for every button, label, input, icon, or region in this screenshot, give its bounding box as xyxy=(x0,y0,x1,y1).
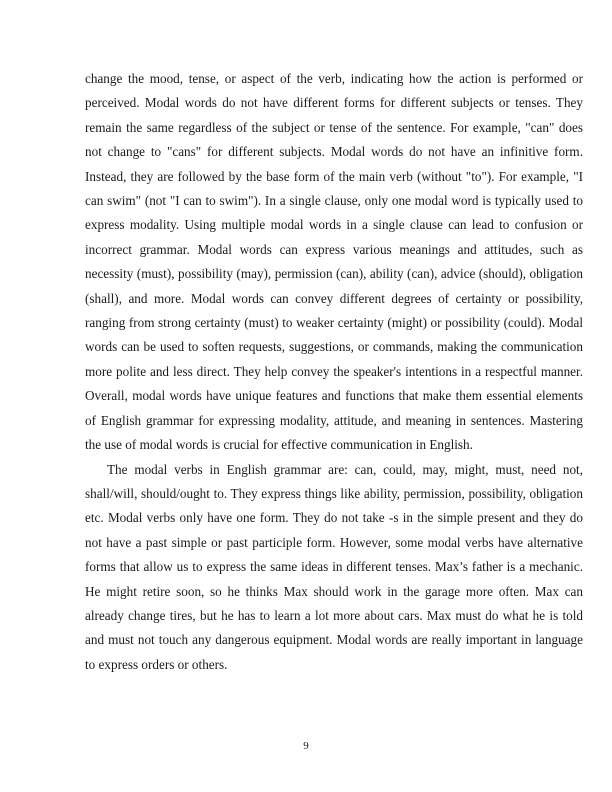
page-number: 9 xyxy=(303,740,309,752)
paragraph-modal-words-features: change the mood, tense, or aspect of the verb, indicating how the action is performed or perceived. Modal words do not have different forms for different subjects or tenses. They remain the same regardless of the subject or tense of the sentence. For example, "can" does not change to "cans" for different subjects. Modal words do not have an infinitive form. Instead, they are followed by the base form of the main verb (without "to"). For example, "I can swim" (not "I can to swim"). In a single clause, only one modal word is typically used to express modality. Using multiple modal words in a single clause can lead to confusion or incorrect grammar. Modal words can express various meanings and attitudes, such as necessity (must), possibility (may), permission (can), ability (can), advice (should), obligation (shall), and more. Modal words can convey different degrees of certainty or possibility, ranging from strong certainty (must) to weaker certainty (might) or possibility (could). Modal words can be used to soften requests, suggestions, or commands, making the communication more polite and less direct. They help convey the speaker's intentions in a respectful manner. Overall, modal words have unique features and functions that make them essential elements of English grammar for expressing modality, attitude, and meaning in sentences. Mastering the use of modal words is crucial for effective communication in English. xyxy=(85,71,583,453)
paragraph-modal-verbs-list: The modal verbs in English grammar are: can, could, may, might, must, need not, shall/will, should/ought to. They express things like ability, permission, possibility, obligation etc. Modal verbs only have one form. They do not take -s in the simple present and they do not have a past simple or past participle form. However, some modal verbs have alternative forms that allow us to express the same ideas in different tenses. Max’s father is a mechanic. He might retire soon, so he thinks Max should work in the garage more often. Max can already change tires, but he has to learn a lot more about cars. Max must do what he is told and must not touch any dangerous equipment. Modal words are really important in language to express orders or others. xyxy=(85,461,583,672)
document-body xyxy=(85,67,583,677)
